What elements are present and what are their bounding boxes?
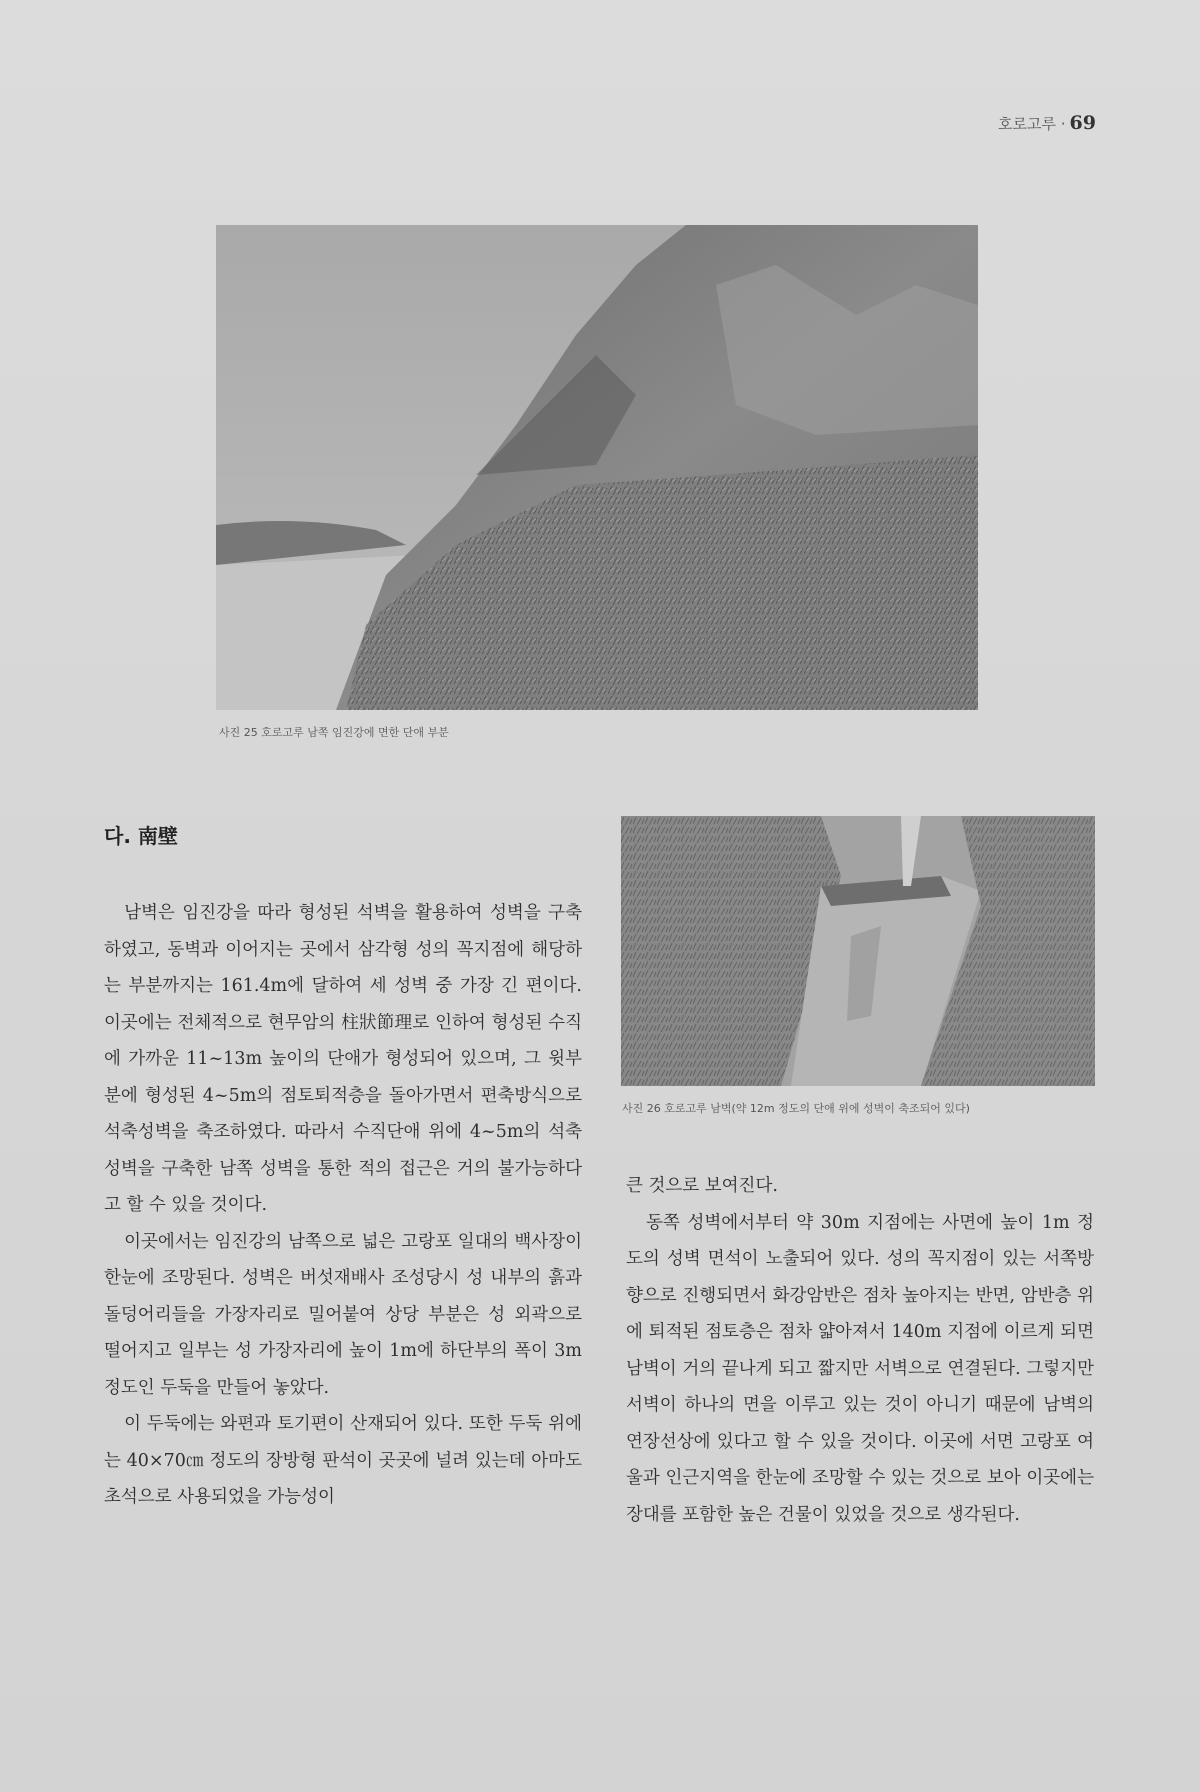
running-head — [998, 112, 1096, 134]
section-title: 다. 南壁 — [104, 824, 178, 848]
paragraph: 이곳에서는 임진강의 남쪽으로 넓은 고랑포 일대의 백사장이 한눈에 조망된다. 성벽은 버섯재배사 조성당시 성 내부의 흙과 돌덩어리들을 가장자리로 밀어붙여 상당 부분은 성 외곽으로 떨어지고 일부는 성 가장자리에 높이 1m에 하단부의 폭이 3m 정도인 두둑을 만들어 놓았다. — [104, 1231, 582, 1398]
body-column-right — [626, 1168, 1094, 1533]
photo-south-wall-image — [621, 816, 1095, 1086]
photo-cliff-image — [216, 225, 978, 710]
paragraph: 동쪽 성벽에서부터 약 30m 지점에는 사면에 높이 1m 정도의 성벽 면석이 노출되어 있다. 성의 꼭지점이 있는 서쪽방향으로 진행되면서 화강암반은 점차 높아지는 반면, 암반층 위에 퇴적된 점토층은 점차 얇아져서 140m 지점에 이르게 되면 남벽이 거의 끝나게 되고 짧지만 서벽으로 연결된다. 그렇지만 서벽이 하나의 면을 이루고 있는 것이 아니기 때문에 남벽의 연장선상에 있다고 할 수 있을 것이다. 이곳에 서면 고랑포 여울과 인근지역을 한눈에 조망할 수 있는 것으로 보아 이곳에는 장대를 포함한 높은 건물이 있었을 것으로 생각된다. — [626, 1212, 1094, 1525]
body-column-left — [104, 895, 582, 1516]
paragraph: 이 두둑에는 와편과 토기편이 산재되어 있다. 또한 두둑 위에는 40×70㎝ 정도의 장방형 판석이 곳곳에 널려 있는데 아마도 초석으로 사용되었을 가능성이 — [104, 1414, 582, 1507]
photo-cliff — [216, 225, 978, 710]
running-head-title: 호로고루 · — [998, 115, 1066, 133]
photo-south-wall-caption: 사진 26 호로고루 남벽(약 12m 정도의 단애 위에 성벽이 축조되어 있다) — [622, 1102, 970, 1115]
paragraph: 남벽은 임진강을 따라 형성된 석벽을 활용하여 성벽을 구축하였고, 동벽과 이어지는 곳에서 삼각형 성의 꼭지점에 해당하는 부분까지는 161.4m에 달하여 세 성벽 중 가장 긴 편이다. 이곳에는 전체적으로 현무암의 柱狀節理로 인하여 형성된 수직에 가까운 11~13m 높이의 단애가 형성되어 있으며, 그 윗부분에 형성된 4~5m의 점토퇴적층을 돌아가면서 편축방식으로 석축성벽을 축조하였다. 따라서 수직단애 위에 4~5m의 석축성벽을 구축한 남쪽 성벽을 통한 적의 접근은 거의 불가능하다고 할 수 있을 것이다. — [104, 903, 582, 1215]
paragraph-continuation: 큰 것으로 보여진다. — [626, 1176, 778, 1196]
photo-south-wall — [621, 816, 1095, 1086]
page-number: 69 — [1069, 112, 1096, 134]
photo-cliff-caption: 사진 25 호로고루 남쪽 임진강에 면한 단애 부분 — [219, 726, 449, 739]
